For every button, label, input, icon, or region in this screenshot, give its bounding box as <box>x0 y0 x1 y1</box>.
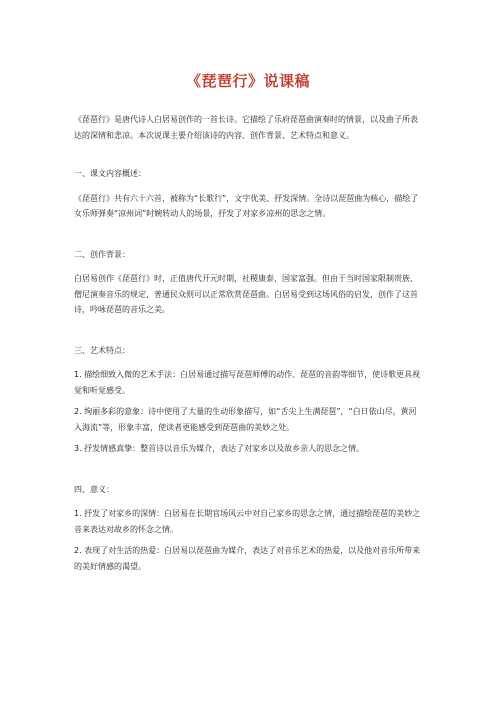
document-title: 《琵琶行》说课稿 <box>185 72 310 90</box>
section-heading-features: 三、艺术特点： <box>74 345 130 355</box>
numbered-item: 3. 抒发情感真挚：整首诗以音乐为媒介，表达了对家乡以及故乡亲人的思念之情。 <box>74 444 365 453</box>
numbered-item: 2. 绚丽多彩的意象：诗中使用了大量的生动形象描写，如“舌尖上生满琵琶”，“白日依山尽，黄河入海流”等，形象丰富，使读者更能感受到琵琶曲的美妙之处。 <box>74 407 417 432</box>
section-paragraph: 《琵琶行》共有六十六首，被称为“长歌行”，文字优美、抒发深情。全诗以琵琶曲为核心，描绘了女乐师弹奏“凉州词”时婉转动人的场景，抒发了对家乡凉州的思念之情。 <box>74 193 419 218</box>
section-heading-background: 二、创作背景： <box>74 249 130 259</box>
document-body <box>74 112 424 574</box>
numbered-item: 2. 表现了对生活的热爱：白居易以琵琶曲为媒介，表达了对音乐艺术的热爱，以及他对音乐所带来的美好情感的渴望。 <box>74 546 421 571</box>
section-heading-content: 一、课文内容概述： <box>74 169 146 178</box>
intro-paragraph: 《琵琶行》是唐代诗人白居易创作的一首长诗。它描绘了乐府琵琶曲演奏时的情景，以及曲子所表达的深情和悲凉。本次说课主要介绍该诗的内容、创作背景、艺术特点和意义。 <box>74 115 418 140</box>
numbered-item: 1. 抒发了对家乡的深情：白居易在长期官场风云中对自己家乡的思念之情，通过描绘琵琶的美妙之音来表达对故乡的怀念之情。 <box>74 509 421 534</box>
section-paragraph: 白居易创作《琵琶行》时，正值唐代开元时期，社稷康泰，国家富强。但由于当时国家限制贵族、僧尼演奏音乐的规定，普通民众则可以正常欣赏琵琶曲。白居易受到这场风俗的启发，创作了这首诗，吟咏琵琶的音乐之美。 <box>74 274 418 314</box>
numbered-item: 1. 描绘细致入微的艺术手法：白居易通过描写琵琶师傅的动作、琵琶的音韵等细节，使诗歌更具视觉和听觉感受。 <box>74 370 421 395</box>
section-heading-significance: 四、意义： <box>74 484 114 494</box>
